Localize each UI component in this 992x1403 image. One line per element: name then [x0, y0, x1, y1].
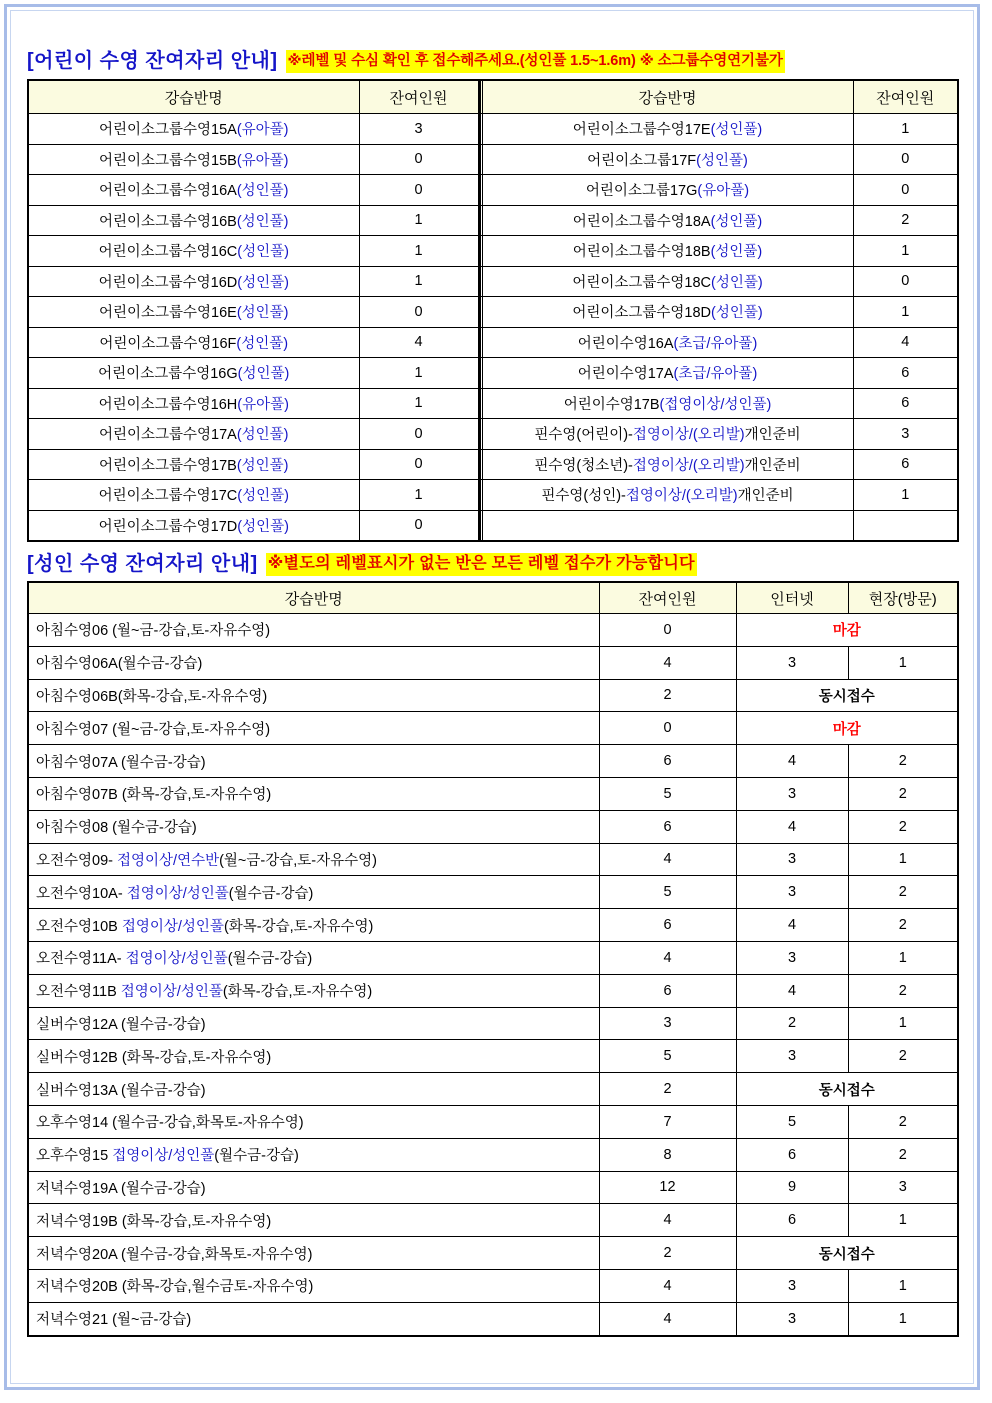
kids-class-name-cell: 어린이소그룹수영16H(유아풀): [28, 388, 359, 419]
kids-class-name-cell: 어린이소그룹수영16C(성인풀): [28, 236, 359, 267]
table-row: [28, 1302, 958, 1335]
table-row: [28, 480, 958, 511]
table-row: [28, 175, 958, 206]
adult-internet-cell: 5: [736, 1105, 848, 1138]
table-row: [28, 745, 958, 778]
document-content: [27, 43, 961, 1337]
adult-internet-cell: 2: [736, 1007, 848, 1040]
adult-remain-cell: 4: [599, 646, 736, 679]
adult-class-name-cell: 오전수영10A- 접영이상/성인풀(월수금-강습): [28, 876, 599, 909]
kids-remain-cell: 1: [359, 480, 479, 511]
adult-onsite-cell: 1: [848, 1007, 958, 1040]
adult-class-name-cell: 오전수영09- 접영이상/연수반(월~금-강습,토-자유수영): [28, 843, 599, 876]
kids-remain-cell: 0: [359, 510, 479, 541]
table-row: [28, 1204, 958, 1237]
kids-table-body: [28, 114, 958, 542]
table-row: [28, 777, 958, 810]
adult-internet-cell: 3: [736, 1040, 848, 1073]
adult-onsite-cell: 2: [848, 876, 958, 909]
kids-class-pool-label: (성인풀): [237, 488, 289, 505]
adult-onsite-cell: 2: [848, 1040, 958, 1073]
adult-onsite-cell: 1: [848, 941, 958, 974]
adult-remain-cell: 4: [599, 1302, 736, 1335]
kids-remain-cell: 1: [853, 480, 958, 511]
kids-class-pool-label: (성인풀): [236, 305, 289, 322]
adult-class-level-label: 접영이상/성인풀: [125, 951, 228, 968]
kids-remain-cell: 0: [359, 449, 479, 480]
table-row: [28, 941, 958, 974]
kids-class-name-cell: 어린이소그룹수영16A(성인풀): [28, 175, 359, 206]
adult-onsite-cell: 2: [848, 810, 958, 843]
kids-class-pool-label: (유아풀): [237, 396, 289, 413]
adult-internet-cell: 3: [736, 843, 848, 876]
kids-remain-cell: 4: [359, 327, 479, 358]
kids-remain-cell: 1: [359, 236, 479, 267]
adult-remain-cell: 3: [599, 1007, 736, 1040]
adult-remain-cell: 2: [599, 1073, 736, 1106]
table-row: [28, 712, 958, 745]
adult-internet-cell: 4: [736, 745, 848, 778]
adult-onsite-cell: 1: [848, 646, 958, 679]
adult-class-level-label: 접영이상/성인풀: [121, 918, 224, 935]
adult-class-name-cell: 저녁수영20B (화목-강습,월수금토-자유수영): [28, 1269, 599, 1302]
kids-class-name-cell: 어린이소그룹수영18C(성인풀): [482, 266, 853, 297]
kids-class-pool-label: (성인풀): [236, 335, 289, 352]
adult-class-name-cell: 저녁수영19B (화목-강습,토-자유수영): [28, 1204, 599, 1237]
kids-section-title: [어린이 수영 잔여자리 안내]: [27, 50, 278, 72]
kids-remain-cell: 0: [853, 144, 958, 175]
table-row: [28, 327, 958, 358]
adult-col-class-name: 강습반명: [28, 582, 599, 614]
table-row: [28, 614, 958, 647]
adult-class-name-cell: 오후수영15 접영이상/성인풀(월수금-강습): [28, 1138, 599, 1171]
adult-col-remain: 잔여인원: [599, 582, 736, 614]
adult-section-title: [성인 수영 잔여자리 안내]: [27, 553, 258, 575]
adult-remain-cell: 4: [599, 941, 736, 974]
kids-availability-table: [27, 79, 959, 542]
table-row: [28, 236, 958, 267]
adult-onsite-cell: 1: [848, 1269, 958, 1302]
kids-remain-cell: 1: [359, 205, 479, 236]
adult-class-name-cell: 오전수영10B 접영이상/성인풀(화목-강습,토-자유수영): [28, 909, 599, 942]
kids-class-pool-label: (초급/유아풀): [673, 366, 758, 383]
adult-class-name-cell: 오전수영11A- 접영이상/성인풀(월수금-강습): [28, 941, 599, 974]
status-badge-simultaneous: 동시접수: [736, 1073, 958, 1106]
kids-class-name-cell: 핀수영(청소년)-접영이상/(오리발)개인준비: [482, 449, 853, 480]
kids-remain-cell: 1: [359, 358, 479, 389]
adult-class-level-label: 접영이상/연수반: [117, 852, 220, 869]
kids-empty-cell: [482, 510, 853, 541]
kids-class-pool-label: (성인풀): [236, 427, 289, 444]
kids-remain-cell: 0: [853, 266, 958, 297]
adult-internet-cell: 3: [736, 1269, 848, 1302]
kids-remain-cell: 6: [853, 388, 958, 419]
kids-remain-cell: 4: [853, 327, 958, 358]
adult-internet-cell: 3: [736, 876, 848, 909]
kids-remain-cell: 0: [359, 175, 479, 206]
kids-class-name-cell: 어린이소그룹수영17B(성인풀): [28, 449, 359, 480]
kids-remain-cell: 0: [359, 297, 479, 328]
adult-remain-cell: 12: [599, 1171, 736, 1204]
adult-remain-cell: 7: [599, 1105, 736, 1138]
adult-remain-cell: 5: [599, 1040, 736, 1073]
adult-internet-cell: 3: [736, 646, 848, 679]
adult-remain-cell: 2: [599, 1237, 736, 1270]
adult-onsite-cell: 2: [848, 1138, 958, 1171]
adult-onsite-cell: 2: [848, 1105, 958, 1138]
adult-onsite-cell: 1: [848, 1302, 958, 1335]
kids-class-pool-label: 접영이상/(오리발): [632, 457, 745, 474]
table-row: [28, 1040, 958, 1073]
adult-class-name-cell: 실버수영12B (화목-강습,토-자유수영): [28, 1040, 599, 1073]
kids-remain-cell: 0: [853, 175, 958, 206]
adult-remain-cell: 6: [599, 909, 736, 942]
kids-class-name-cell: 어린이소그룹17G(유아풀): [482, 175, 853, 206]
adult-onsite-cell: 1: [848, 843, 958, 876]
adult-remain-cell: 6: [599, 745, 736, 778]
adult-remain-cell: 0: [599, 712, 736, 745]
kids-class-name-cell: 핀수영(어린이)-접영이상/(오리발)개인준비: [482, 419, 853, 450]
table-row: [28, 810, 958, 843]
adult-table-header-row: [28, 582, 958, 614]
kids-remain-cell: 0: [359, 419, 479, 450]
kids-section-note: ※레벨 및 수심 확인 후 접수해주세요.(성인풀 1.5~1.6m) ※ 소그룹수영연기불가: [286, 50, 785, 73]
adult-remain-cell: 2: [599, 679, 736, 712]
adult-col-internet: 인터넷: [736, 582, 848, 614]
kids-col-remain-right: 잔여인원: [853, 80, 958, 114]
adult-onsite-cell: 2: [848, 909, 958, 942]
kids-class-pool-label: (성인풀): [236, 457, 289, 474]
kids-remain-cell: 0: [359, 144, 479, 175]
kids-class-pool-label: (유아풀): [697, 183, 750, 200]
table-row: [28, 1237, 958, 1270]
kids-remain-cell: 1: [853, 236, 958, 267]
adult-internet-cell: 6: [736, 1138, 848, 1171]
adult-internet-cell: 4: [736, 974, 848, 1007]
adult-class-name-cell: 아침수영07 (월~금-강습,토-자유수영): [28, 712, 599, 745]
page-frame: [4, 4, 980, 1390]
table-row: [28, 1073, 958, 1106]
adult-class-level-label: 접영이상/성인풀: [120, 984, 223, 1001]
kids-class-name-cell: 어린이소그룹수영16G(성인풀): [28, 358, 359, 389]
kids-class-name-cell: 어린이수영17B(접영이상/성인풀): [482, 388, 853, 419]
adult-availability-table: [27, 581, 959, 1337]
adult-onsite-cell: 2: [848, 974, 958, 1007]
table-row: [28, 449, 958, 480]
kids-col-class-name-left: 강습반명: [28, 80, 359, 114]
adult-onsite-cell: 2: [848, 777, 958, 810]
kids-class-name-cell: 어린이소그룹수영17E(성인풀): [482, 114, 853, 145]
kids-class-name-cell: 어린이수영17A(초급/유아풀): [482, 358, 853, 389]
table-row: [28, 1171, 958, 1204]
table-row: [28, 388, 958, 419]
kids-remain-cell: 6: [853, 449, 958, 480]
adult-class-name-cell: 실버수영13A (월수금-강습): [28, 1073, 599, 1106]
kids-remain-cell: 1: [853, 297, 958, 328]
adult-internet-cell: 3: [736, 1302, 848, 1335]
adult-class-name-cell: 저녁수영19A (월수금-강습): [28, 1171, 599, 1204]
table-row: [28, 1269, 958, 1302]
adult-remain-cell: 4: [599, 1269, 736, 1302]
adult-internet-cell: 4: [736, 909, 848, 942]
adult-remain-cell: 5: [599, 876, 736, 909]
adult-internet-cell: 6: [736, 1204, 848, 1237]
adult-internet-cell: 4: [736, 810, 848, 843]
kids-class-name-cell: 어린이소그룹수영15A(유아풀): [28, 114, 359, 145]
adult-remain-cell: 4: [599, 1204, 736, 1237]
table-row: [28, 876, 958, 909]
kids-remain-cell: 3: [359, 114, 479, 145]
kids-class-pool-label: (성인풀): [237, 366, 290, 383]
adult-class-name-cell: 저녁수영21 (월~금-강습): [28, 1302, 599, 1335]
table-row: [28, 419, 958, 450]
adult-internet-cell: 9: [736, 1171, 848, 1204]
kids-class-name-cell: 핀수영(성인)-접영이상/(오리발)개인준비: [482, 480, 853, 511]
kids-class-pool-label: (유아풀): [236, 152, 289, 169]
kids-remain-cell: 6: [853, 358, 958, 389]
kids-class-pool-label: (유아풀): [236, 122, 289, 139]
kids-class-pool-label: (성인풀): [237, 274, 289, 291]
kids-class-pool-label: (초급/유아풀): [673, 335, 758, 352]
adult-onsite-cell: 3: [848, 1171, 958, 1204]
adult-remain-cell: 6: [599, 810, 736, 843]
kids-col-remain-left: 잔여인원: [359, 80, 479, 114]
kids-class-pool-label: (성인풀): [710, 213, 763, 230]
kids-class-name-cell: 어린이소그룹수영16B(성인풀): [28, 205, 359, 236]
adult-remain-cell: 0: [599, 614, 736, 647]
adult-col-onsite: 현장(방문): [848, 582, 958, 614]
adult-internet-cell: 3: [736, 777, 848, 810]
kids-table-header-row: [28, 80, 958, 114]
kids-class-pool-label: (성인풀): [710, 305, 763, 322]
kids-class-pool-label: (성인풀): [237, 518, 289, 535]
adult-class-name-cell: 아침수영06A(월수금-강습): [28, 646, 599, 679]
adult-section-header: [27, 546, 961, 576]
kids-remain-cell: 1: [359, 388, 479, 419]
kids-col-class-name-right: 강습반명: [482, 80, 853, 114]
table-row: [28, 266, 958, 297]
adult-remain-cell: 4: [599, 843, 736, 876]
adult-remain-cell: 6: [599, 974, 736, 1007]
kids-class-name-cell: 어린이수영16A(초급/유아풀): [482, 327, 853, 358]
kids-class-name-cell: 어린이소그룹17F(성인풀): [482, 144, 853, 175]
table-row: [28, 358, 958, 389]
table-row: [28, 297, 958, 328]
kids-class-pool-label: 접영이상/(오리발): [632, 427, 745, 444]
kids-class-pool-label: (성인풀): [710, 274, 763, 291]
table-row: [28, 144, 958, 175]
adult-class-name-cell: 오전수영11B 접영이상/성인풀(화목-강습,토-자유수영): [28, 974, 599, 1007]
status-badge-closed: 마감: [736, 614, 958, 647]
table-row: [28, 1138, 958, 1171]
kids-class-name-cell: 어린이소그룹수영18B(성인풀): [482, 236, 853, 267]
kids-class-pool-label: (성인풀): [710, 244, 763, 261]
table-row: [28, 114, 958, 145]
status-badge-closed: 마감: [736, 712, 958, 745]
kids-class-pool-label: (성인풀): [710, 122, 763, 139]
kids-class-pool-label: (성인풀): [696, 152, 748, 169]
adult-class-level-label: 접영이상/성인풀: [126, 885, 229, 902]
adult-class-name-cell: 오후수영14 (월수금-강습,화목토-자유수영): [28, 1105, 599, 1138]
kids-class-name-cell: 어린이소그룹수영15B(유아풀): [28, 144, 359, 175]
table-row: [28, 974, 958, 1007]
kids-class-name-cell: 어린이소그룹수영18D(성인풀): [482, 297, 853, 328]
kids-remain-cell: 3: [853, 419, 958, 450]
table-row: [28, 205, 958, 236]
adult-class-name-cell: 실버수영12A (월수금-강습): [28, 1007, 599, 1040]
kids-remain-cell: 1: [853, 114, 958, 145]
kids-section-header: [27, 43, 961, 73]
adult-class-level-label: 접영이상/성인풀: [112, 1148, 215, 1165]
kids-remain-cell: 2: [853, 205, 958, 236]
kids-class-pool-label: (성인풀): [237, 244, 289, 261]
kids-class-pool-label: 접영이상/(오리발): [625, 488, 738, 505]
table-row: [28, 646, 958, 679]
table-row: [28, 1007, 958, 1040]
adult-class-name-cell: 아침수영07B (화목-강습,토-자유수영): [28, 777, 599, 810]
kids-class-name-cell: 어린이소그룹수영18A(성인풀): [482, 205, 853, 236]
kids-class-name-cell: 어린이소그룹수영17D(성인풀): [28, 510, 359, 541]
kids-class-name-cell: 어린이소그룹수영16D(성인풀): [28, 266, 359, 297]
table-row: [28, 1105, 958, 1138]
kids-class-name-cell: 어린이소그룹수영17C(성인풀): [28, 480, 359, 511]
adult-onsite-cell: 1: [848, 1204, 958, 1237]
table-row: [28, 510, 958, 541]
adult-class-name-cell: 아침수영08 (월수금-강습): [28, 810, 599, 843]
kids-empty-cell: [853, 510, 958, 541]
table-row: [28, 909, 958, 942]
adult-table-body: [28, 614, 958, 1336]
adult-remain-cell: 8: [599, 1138, 736, 1171]
adult-remain-cell: 5: [599, 777, 736, 810]
kids-class-pool-label: (접영이상/성인풀): [659, 396, 772, 413]
kids-class-pool-label: (성인풀): [236, 183, 289, 200]
status-badge-simultaneous: 동시접수: [736, 1237, 958, 1270]
kids-class-name-cell: 어린이소그룹수영16F(성인풀): [28, 327, 359, 358]
adult-class-name-cell: 아침수영06B(화목-강습,토-자유수영): [28, 679, 599, 712]
adult-class-name-cell: 아침수영06 (월~금-강습,토-자유수영): [28, 614, 599, 647]
kids-remain-cell: 1: [359, 266, 479, 297]
status-badge-simultaneous: 동시접수: [736, 679, 958, 712]
adult-class-name-cell: 아침수영07A (월수금-강습): [28, 745, 599, 778]
adult-internet-cell: 3: [736, 941, 848, 974]
table-row: [28, 843, 958, 876]
adult-section-note: ※별도의 레벨표시가 없는 반은 모든 레벨 접수가 가능합니다: [266, 553, 697, 576]
kids-class-name-cell: 어린이소그룹수영16E(성인풀): [28, 297, 359, 328]
kids-class-pool-label: (성인풀): [236, 213, 289, 230]
adult-onsite-cell: 2: [848, 745, 958, 778]
kids-class-name-cell: 어린이소그룹수영17A(성인풀): [28, 419, 359, 450]
adult-class-name-cell: 저녁수영20A (월수금-강습,화목토-자유수영): [28, 1237, 599, 1270]
table-row: [28, 679, 958, 712]
